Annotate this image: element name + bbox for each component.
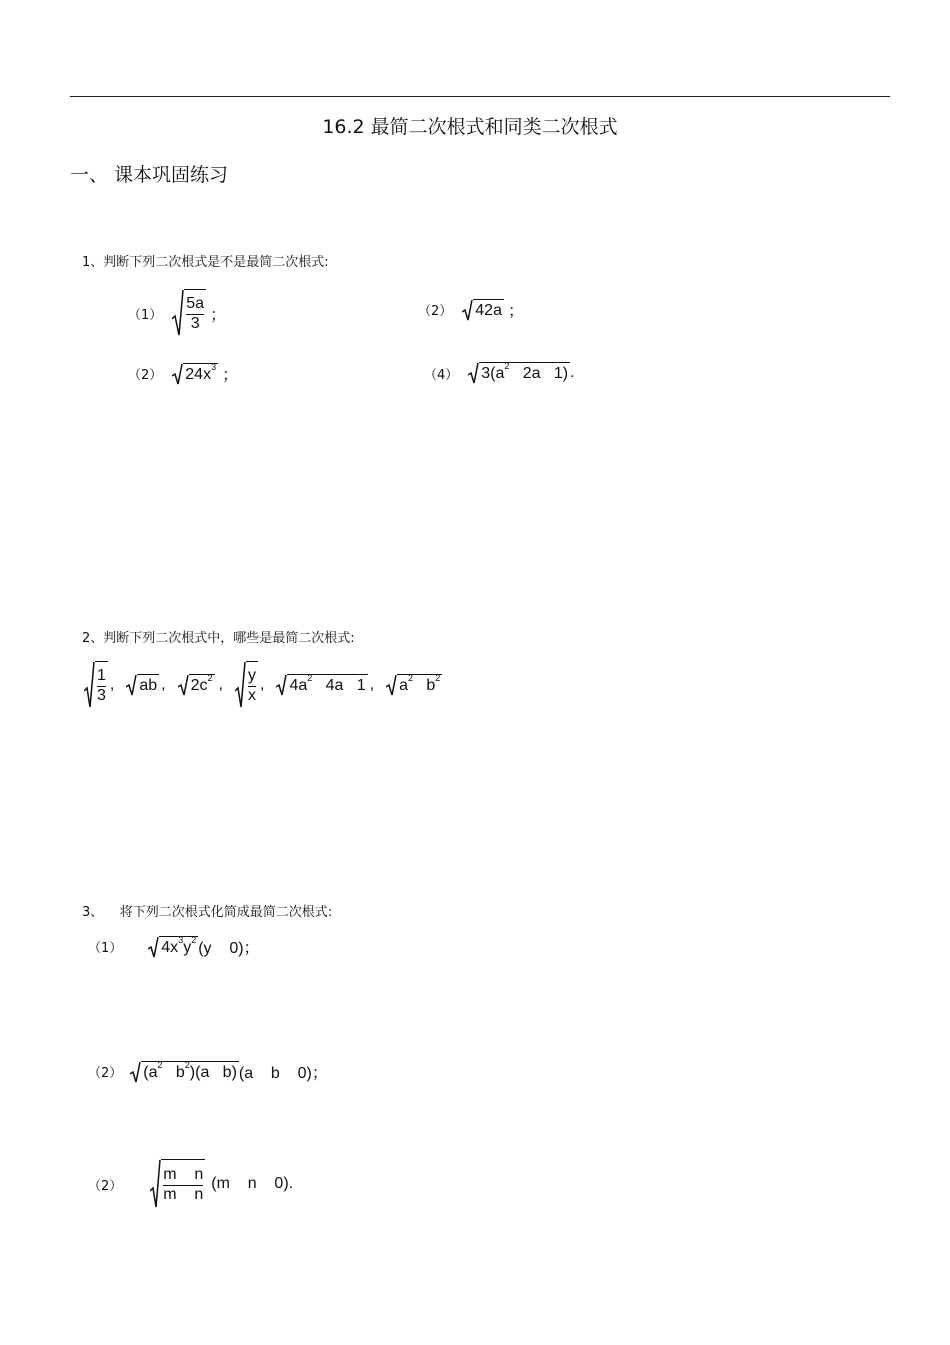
- sqrt-expression: [235, 661, 258, 709]
- question-2-text: 2、判断下列二次根式中，哪些是最简二次根式:: [82, 631, 355, 646]
- radicand: b: [413, 677, 436, 694]
- radical-sign-icon: [235, 661, 246, 709]
- exponent: 2: [307, 673, 313, 683]
- radicand: 2c: [190, 677, 208, 694]
- radical-sign-icon: [130, 1061, 141, 1083]
- separator: ,: [259, 676, 265, 693]
- denominator: x: [247, 686, 256, 704]
- radicand: 3(a: [481, 365, 505, 382]
- sqrt-expression: [462, 299, 504, 321]
- radicand: 4a: [289, 677, 308, 694]
- item-label: （4）: [424, 367, 459, 383]
- punctuation: ；: [210, 306, 227, 324]
- radical-sign-icon: [172, 363, 183, 385]
- q3-item-1: [88, 935, 260, 958]
- radical-sign-icon: [468, 362, 479, 384]
- radicand: 4a 1: [312, 677, 366, 694]
- punctuation: .: [570, 364, 575, 381]
- sqrt-expression: [84, 661, 108, 709]
- punctuation: ；: [507, 303, 524, 320]
- sqrt-expression: [468, 362, 570, 384]
- sqrt-expression: [150, 1159, 205, 1209]
- q1-item-2: [418, 298, 524, 321]
- item-label: （1）: [128, 307, 163, 323]
- header-rule: [70, 96, 890, 97]
- separator: ,: [218, 676, 223, 693]
- question-1-text: 1、判断下列二次根式是不是最简二次根式:: [82, 255, 329, 270]
- radicand: b: [162, 1063, 185, 1081]
- q3-item-3: [88, 1158, 293, 1210]
- radical-sign-icon: [172, 289, 184, 337]
- exponent: 2: [435, 673, 441, 683]
- sqrt-expression: [172, 363, 218, 385]
- radical-sign-icon: [462, 299, 473, 321]
- radicand: ab: [137, 674, 159, 696]
- separator: ,: [369, 676, 375, 693]
- question-3-text: 3、 将下列二次根式化简成最简二次根式:: [82, 905, 333, 920]
- separator: ,: [109, 676, 115, 693]
- radicand: (a: [143, 1063, 158, 1081]
- numerator: m n: [163, 1166, 204, 1184]
- exponent: 2: [407, 673, 413, 683]
- separator: ,: [161, 676, 166, 693]
- radical-sign-icon: [386, 674, 397, 696]
- q2-expressions: [84, 660, 442, 710]
- exponent: 3: [211, 361, 217, 372]
- exponent: 2: [157, 1059, 163, 1070]
- denominator: m n: [163, 1185, 204, 1203]
- q1-item-1: [128, 288, 226, 338]
- radical-sign-icon: [178, 674, 189, 696]
- q3-item-2: [88, 1060, 328, 1083]
- exponent: 2: [207, 673, 213, 683]
- sqrt-expression: [178, 674, 215, 696]
- exponent: 2: [184, 1059, 190, 1070]
- radical-sign-icon: [276, 674, 287, 696]
- page-title: 16.2 最简二次根式和同类二次根式: [322, 116, 618, 138]
- item-label: （2）: [88, 1066, 123, 1081]
- q1-item-4: [424, 362, 575, 384]
- radical-sign-icon: [126, 674, 137, 696]
- radicand: y: [183, 938, 192, 956]
- numerator: 1: [97, 667, 106, 685]
- radicand: 24x: [185, 365, 212, 383]
- condition: (a b 0)；: [238, 1065, 328, 1082]
- radical-sign-icon: [84, 661, 95, 709]
- exponent: 3: [178, 934, 184, 945]
- exponent: 2: [504, 361, 510, 371]
- denominator: 3: [190, 314, 200, 332]
- sqrt-expression: [126, 674, 159, 696]
- exponent: 2: [191, 934, 197, 945]
- sqrt-expression: [172, 289, 206, 337]
- numerator: 5a: [186, 295, 205, 313]
- condition: (y 0)；: [198, 940, 260, 957]
- item-label: （1）: [88, 941, 123, 956]
- sqrt-expression: [276, 674, 367, 696]
- radicand: a: [399, 677, 408, 694]
- punctuation: ；: [222, 367, 239, 384]
- item-label: （2）: [418, 304, 453, 319]
- numerator: y: [247, 667, 256, 685]
- radicand: 2a 1): [509, 365, 569, 382]
- radicand: )(a b): [189, 1063, 237, 1081]
- item-label: （2）: [128, 368, 163, 383]
- sqrt-expression: [386, 674, 442, 696]
- sqrt-expression: [130, 1061, 239, 1083]
- item-label: （2）: [88, 1178, 123, 1194]
- sqrt-expression: [148, 936, 198, 958]
- radicand: 4x: [161, 938, 179, 956]
- radicand: 42a: [473, 299, 504, 321]
- section-heading: 一、 课本巩固练习: [70, 164, 229, 186]
- radical-sign-icon: [148, 936, 159, 958]
- radical-sign-icon: [150, 1159, 161, 1209]
- denominator: 3: [97, 686, 106, 704]
- q1-item-3: [128, 362, 238, 385]
- condition: (m n 0).: [211, 1175, 294, 1192]
